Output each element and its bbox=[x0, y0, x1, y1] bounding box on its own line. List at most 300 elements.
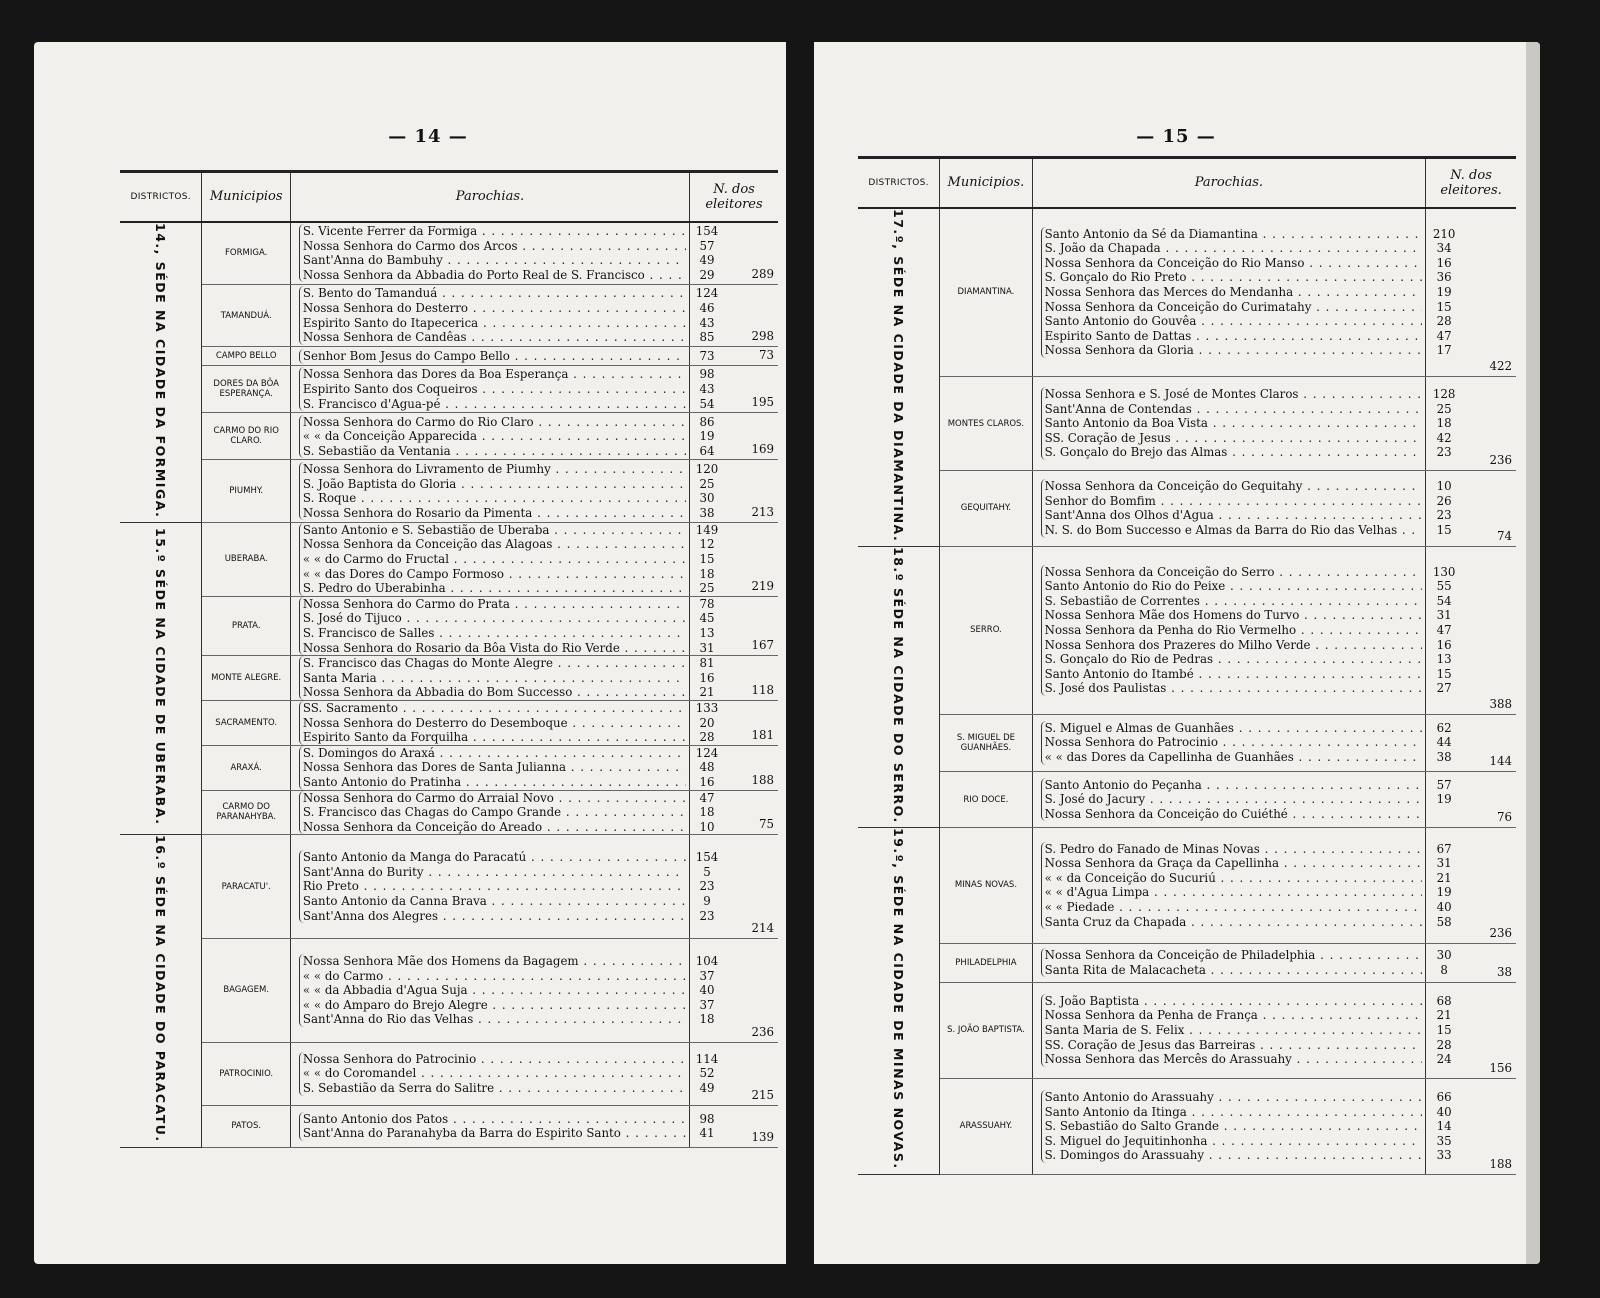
parish-name: Nossa Senhora Mãe dos Homens da Bagagem . . . bbox=[303, 954, 686, 969]
electors-cell bbox=[690, 939, 725, 1043]
parish-list-cell bbox=[290, 596, 689, 655]
municipality-name: S. JOÃO BAPTISTA. bbox=[940, 982, 1032, 1078]
parish-name: Santo Antonio da Itinga . . . bbox=[1045, 1105, 1422, 1120]
municipality-row bbox=[120, 1042, 778, 1105]
parish-electors: 40 bbox=[1436, 900, 1452, 915]
electors-cell bbox=[690, 522, 725, 596]
municipality-row bbox=[120, 656, 778, 701]
electors-cell bbox=[1426, 1078, 1463, 1174]
municipality-name: UBERABA. bbox=[202, 522, 290, 596]
municipality-name: TAMANDUÁ. bbox=[202, 284, 290, 346]
parish-name: Nossa Senhora das Dores de Santa Julianna . . . bbox=[303, 760, 686, 775]
parish-electors: 37 bbox=[699, 968, 715, 983]
parish-electors: 29 bbox=[699, 267, 715, 282]
electors-list bbox=[1426, 387, 1462, 460]
electors-cell bbox=[690, 366, 725, 413]
parish-name: Nossa Senhora do Rosario da Pimenta . . . bbox=[303, 506, 686, 521]
municipality-total: 139 bbox=[724, 1105, 778, 1147]
municipality-total: 74 bbox=[1462, 471, 1516, 547]
parish-name: S. Domingos do Arassuahy . . . bbox=[1045, 1148, 1422, 1163]
parish-name: Santa Cruz da Chapada . . . bbox=[1045, 915, 1422, 930]
municipality-name: MONTES CLAROS. bbox=[940, 377, 1032, 471]
parish-name: Nossa Senhora da Graça da Capellinha . . . bbox=[1045, 856, 1422, 871]
parish-electors: 85 bbox=[699, 330, 715, 345]
parish-electors: 38 bbox=[699, 505, 715, 520]
parish-name: Nossa Senhora da Conceição do Cuiéthé . . . bbox=[1045, 807, 1422, 822]
parish-electors: 16 bbox=[699, 670, 715, 685]
municipality-row bbox=[120, 522, 778, 596]
parish-name: « « Piedade . . . bbox=[1045, 900, 1422, 915]
municipality-name: ARAXÁ. bbox=[202, 745, 290, 790]
parish-electors: 73 bbox=[699, 349, 715, 364]
electors-cell bbox=[1426, 471, 1463, 547]
parish-name: Espirito Santo de Dattas . . . bbox=[1045, 329, 1422, 344]
electors-cell bbox=[1426, 943, 1463, 982]
municipality-name: RIO DOCE. bbox=[940, 771, 1032, 828]
parish-name: Santo Antonio da Manga do Paracatú . . . bbox=[303, 850, 686, 865]
electors-cell bbox=[690, 284, 725, 346]
electors-list bbox=[690, 850, 724, 923]
parish-list-cell bbox=[1032, 471, 1425, 547]
parish-list bbox=[299, 462, 686, 520]
parish-electors: 19 bbox=[1436, 792, 1452, 807]
parish-electors: 38 bbox=[1436, 749, 1452, 764]
parish-list bbox=[1041, 1090, 1422, 1163]
parish-name: Nossa Senhora do Desterro do Desemboque . . . bbox=[303, 716, 686, 731]
district-name: 18.º SÉDE NA CIDADE DO SERRO. bbox=[891, 546, 907, 824]
parish-list-cell bbox=[290, 1042, 689, 1105]
parish-name: Santo Antonio do Peçanha . . . bbox=[1045, 778, 1422, 793]
parish-electors: 14 bbox=[1436, 1119, 1452, 1134]
parish-electors: 15 bbox=[1436, 1023, 1452, 1038]
parish-electors: 34 bbox=[1436, 241, 1452, 256]
parish-list bbox=[299, 224, 686, 282]
municipality-name: PRATA. bbox=[202, 596, 290, 655]
parish-name: Nossa Senhora da Gloria . . . bbox=[1045, 343, 1422, 358]
parish-name: S. José dos Paulistas . . . bbox=[1045, 681, 1422, 696]
parish-list-cell bbox=[1032, 377, 1425, 471]
parish-list bbox=[299, 746, 686, 790]
parish-electors: 154 bbox=[695, 224, 719, 239]
parish-electors: 18 bbox=[699, 1012, 715, 1027]
electors-list bbox=[690, 1112, 724, 1141]
parish-electors: 133 bbox=[695, 701, 719, 716]
parish-electors: 130 bbox=[1432, 564, 1456, 579]
parish-electors: 98 bbox=[699, 367, 715, 382]
municipality-row bbox=[858, 714, 1516, 771]
parish-name: Sant'Anna dos Alegres . . . bbox=[303, 909, 686, 924]
electors-cell bbox=[690, 745, 725, 790]
parish-electors: 5 bbox=[703, 864, 711, 879]
parish-list-cell bbox=[290, 413, 689, 460]
parish-electors: 43 bbox=[699, 382, 715, 397]
electors-list bbox=[690, 349, 724, 364]
parish-electors: 15 bbox=[1436, 666, 1452, 681]
municipality-total: 76 bbox=[1462, 771, 1516, 828]
district-cell bbox=[120, 835, 202, 1148]
electors-cell bbox=[690, 460, 725, 522]
parish-name: Nossa Senhora da Conceição de Philadelphia . . . bbox=[1045, 948, 1422, 963]
parish-list-cell bbox=[290, 522, 689, 596]
parish-electors: 154 bbox=[695, 850, 719, 865]
district-name: 16.º SÉDE NA CIDADE DO PARACATU. bbox=[153, 835, 169, 1143]
municipality-row bbox=[120, 790, 778, 835]
electors-cell bbox=[1426, 546, 1463, 714]
municipality-total: 181 bbox=[724, 701, 778, 746]
municipality-total: 236 bbox=[724, 939, 778, 1043]
parish-electors: 66 bbox=[1436, 1089, 1452, 1104]
municipality-name: CARMO DO RIO CLARO. bbox=[202, 413, 290, 460]
parish-electors: 21 bbox=[1436, 1008, 1452, 1023]
parish-electors: 19 bbox=[1436, 885, 1452, 900]
parish-name: SS. Coração de Jesus . . . bbox=[1045, 431, 1422, 446]
parish-name: Santo Antonio e S. Sebastião de Uberaba . . . bbox=[303, 523, 686, 538]
municipality-row bbox=[120, 939, 778, 1043]
parish-list bbox=[299, 1112, 686, 1141]
parish-electors: 45 bbox=[699, 611, 715, 626]
parish-name: Nossa Senhora do Carmo dos Arcos . . . bbox=[303, 239, 686, 254]
parish-list-cell bbox=[290, 460, 689, 522]
parish-electors: 21 bbox=[1436, 870, 1452, 885]
municipality-row bbox=[858, 471, 1516, 547]
parish-name: « « do Amparo do Brejo Alegre . . . bbox=[303, 998, 686, 1013]
electors-list bbox=[690, 597, 724, 655]
parish-electors: 28 bbox=[699, 730, 715, 745]
parish-electors: 68 bbox=[1436, 993, 1452, 1008]
parish-name: Santo Antonio da Sé da Diamantina . . . bbox=[1045, 227, 1422, 242]
parish-electors: 16 bbox=[1436, 255, 1452, 270]
municipality-total: 188 bbox=[724, 745, 778, 790]
parish-name: S. Vicente Ferrer da Formiga . . . bbox=[303, 224, 686, 239]
electors-list bbox=[690, 367, 724, 411]
municipality-name: SACRAMENTO. bbox=[202, 701, 290, 746]
municipality-row bbox=[858, 1078, 1516, 1174]
municipality-name: PATOS. bbox=[202, 1105, 290, 1147]
municipality-row bbox=[858, 828, 1516, 943]
header-parishes: Parochias. bbox=[1032, 158, 1425, 208]
parish-electors: 48 bbox=[699, 760, 715, 775]
parish-name: Nossa Senhora do Livramento de Piumhy . . . bbox=[303, 462, 686, 477]
parish-name: Santa Maria . . . bbox=[303, 671, 686, 686]
parish-electors: 13 bbox=[1436, 652, 1452, 667]
parish-list bbox=[1041, 778, 1422, 822]
municipality-total: 214 bbox=[724, 835, 778, 939]
parish-name: Nossa Senhora das Merces do Mendanha . . . bbox=[1045, 285, 1422, 300]
parish-name: S. Francisco d'Agua-pé . . . bbox=[303, 397, 686, 412]
electors-list bbox=[1426, 1090, 1462, 1163]
parish-name: Nossa Senhora da Conceição das Alagoas . . . bbox=[303, 537, 686, 552]
parish-electors: 23 bbox=[1436, 445, 1452, 460]
municipality-row bbox=[858, 771, 1516, 828]
parish-electors: 15 bbox=[1436, 523, 1452, 538]
parish-electors: 28 bbox=[1436, 1037, 1452, 1052]
electors-list bbox=[690, 1052, 724, 1096]
electors-list bbox=[1426, 842, 1462, 930]
parish-name: Sant'Anna do Rio das Velhas . . . bbox=[303, 1012, 686, 1027]
parish-electors: 23 bbox=[699, 908, 715, 923]
parish-name: Nossa Senhora do Carmo do Prata . . . bbox=[303, 597, 686, 612]
parish-list bbox=[299, 367, 686, 411]
electors-list bbox=[690, 954, 724, 1027]
parish-electors: 19 bbox=[699, 429, 715, 444]
parish-name: S. José do Tijuco . . . bbox=[303, 611, 686, 626]
parish-electors: 149 bbox=[695, 522, 719, 537]
parish-name: Santo Antonio do Gouvêa . . . bbox=[1045, 314, 1422, 329]
parish-electors: 40 bbox=[1436, 1104, 1452, 1119]
municipality-total: 388 bbox=[1462, 546, 1516, 714]
district-name: 17.º, SÉDE NA CIDADE DA DIAMANTINA. bbox=[891, 208, 907, 542]
municipality-row bbox=[858, 943, 1516, 982]
municipality-total: 156 bbox=[1462, 982, 1516, 1078]
parish-electors: 25 bbox=[699, 476, 715, 491]
parish-electors: 58 bbox=[1436, 914, 1452, 929]
parish-electors: 13 bbox=[699, 626, 715, 641]
electors-table-right bbox=[858, 156, 1516, 1175]
parish-electors: 44 bbox=[1436, 735, 1452, 750]
parish-electors: 57 bbox=[699, 238, 715, 253]
parish-electors: 36 bbox=[1436, 270, 1452, 285]
electors-cell bbox=[690, 413, 725, 460]
parish-electors: 25 bbox=[1436, 401, 1452, 416]
parish-name: S. Bento do Tamanduá . . . bbox=[303, 286, 686, 301]
parish-name: Nossa Senhora do Carmo do Rio Claro . . . bbox=[303, 415, 686, 430]
parish-electors: 31 bbox=[699, 640, 715, 655]
electors-list bbox=[690, 656, 724, 700]
electors-list bbox=[1426, 565, 1462, 696]
parish-name: Senhor Bom Jesus do Campo Bello . . . bbox=[303, 349, 686, 364]
electors-cell bbox=[690, 1042, 725, 1105]
parish-name: Nossa Senhora do Patrocinio . . . bbox=[1045, 735, 1422, 750]
parish-list-cell bbox=[1032, 771, 1425, 828]
parish-list bbox=[299, 656, 686, 700]
municipality-name: S. MIGUEL DE GUANHÃES. bbox=[940, 714, 1032, 771]
parish-list bbox=[1041, 387, 1422, 460]
parish-electors: 42 bbox=[1436, 430, 1452, 445]
municipality-total: 236 bbox=[1462, 377, 1516, 471]
parish-name: Nossa Senhora da Conceição do Gequitahy . . . bbox=[1045, 479, 1422, 494]
parish-electors: 81 bbox=[699, 656, 715, 671]
municipality-row bbox=[120, 284, 778, 346]
municipality-row bbox=[120, 701, 778, 746]
municipality-row bbox=[858, 546, 1516, 714]
parish-name: Santo Antonio do Arassuahy . . . bbox=[1045, 1090, 1422, 1105]
electors-cell bbox=[1426, 828, 1463, 943]
parish-electors: 18 bbox=[1436, 416, 1452, 431]
parish-list-cell bbox=[290, 939, 689, 1043]
electors-cell bbox=[690, 1105, 725, 1147]
municipality-name: PIUMHY. bbox=[202, 460, 290, 522]
parish-name: Espirito Santo dos Coqueiros . . . bbox=[303, 382, 686, 397]
parish-list-cell bbox=[290, 284, 689, 346]
parish-name: S. Roque . . . bbox=[303, 491, 686, 506]
parish-list-cell bbox=[1032, 982, 1425, 1078]
header-electors: N. dos eleitores bbox=[690, 172, 778, 222]
parish-electors: 20 bbox=[699, 715, 715, 730]
parish-name: « « do Carmo do Fructal . . . bbox=[303, 552, 686, 567]
page-number-right: — 15 — bbox=[1136, 126, 1216, 147]
parish-electors: 16 bbox=[1436, 637, 1452, 652]
parish-name: « « da Conceição Apparecida . . . bbox=[303, 429, 686, 444]
municipality-name: ARASSUAHY. bbox=[940, 1078, 1032, 1174]
parish-electors: 30 bbox=[699, 491, 715, 506]
parish-electors: 55 bbox=[1436, 579, 1452, 594]
parish-electors: 25 bbox=[699, 581, 715, 596]
electors-cell bbox=[690, 790, 725, 835]
municipality-total: 118 bbox=[724, 656, 778, 701]
municipality-total: 195 bbox=[724, 366, 778, 413]
parish-name: S. Miguel do Jequitinhonha . . . bbox=[1045, 1134, 1422, 1149]
municipality-row bbox=[120, 222, 778, 285]
parish-name: Nossa Senhora da Conceição do Areado . . . bbox=[303, 820, 686, 835]
municipality-name: PARACATU'. bbox=[202, 835, 290, 939]
parish-electors: 128 bbox=[1432, 387, 1456, 402]
parish-electors: 21 bbox=[699, 685, 715, 700]
header-municipalities: Municipios. bbox=[940, 158, 1032, 208]
parish-name: Nossa Senhora das Mercês do Arassuahy . . . bbox=[1045, 1052, 1422, 1067]
parish-list-cell bbox=[1032, 546, 1425, 714]
electors-list bbox=[690, 523, 724, 596]
parish-electors: 46 bbox=[699, 301, 715, 316]
parish-name: S. Miguel e Almas de Guanhães . . . bbox=[1045, 721, 1422, 736]
parish-name: « « das Dores do Campo Formoso . . . bbox=[303, 567, 686, 582]
parish-electors: 104 bbox=[695, 953, 719, 968]
municipality-row bbox=[120, 347, 778, 366]
municipality-row bbox=[120, 460, 778, 522]
parish-name: Nossa Senhora do Rosario da Bôa Vista do Rio Verde . . . bbox=[303, 641, 686, 656]
municipality-name: SERRO. bbox=[940, 546, 1032, 714]
parish-electors: 33 bbox=[1436, 1148, 1452, 1163]
parish-electors: 37 bbox=[699, 997, 715, 1012]
parish-electors: 47 bbox=[1436, 622, 1452, 637]
parish-name: S. Sebastião da Serra do Salitre . . . bbox=[303, 1081, 686, 1096]
parish-list-cell bbox=[1032, 1078, 1425, 1174]
municipality-row bbox=[120, 1105, 778, 1147]
parish-name: SS. Sacramento . . . bbox=[303, 701, 686, 716]
parish-name: Nossa Senhora da Conceição do Curimatahy . . . bbox=[1045, 300, 1422, 315]
municipality-row bbox=[120, 366, 778, 413]
parish-electors: 210 bbox=[1432, 226, 1456, 241]
parish-name: Santo Antonio da Canna Brava . . . bbox=[303, 894, 686, 909]
parish-list bbox=[1041, 842, 1422, 930]
parish-name: « « do Coromandel . . . bbox=[303, 1066, 686, 1081]
parish-list-cell bbox=[290, 222, 689, 285]
parish-name: S. João da Chapada . . . bbox=[1045, 241, 1422, 256]
parish-name: S. Francisco das Chagas do Campo Grande . . . bbox=[303, 805, 686, 820]
electors-cell bbox=[690, 701, 725, 746]
electors-list bbox=[690, 746, 724, 790]
parish-name: Sant'Anna dos Olhos d'Agua . . . bbox=[1045, 508, 1422, 523]
parish-list bbox=[299, 791, 686, 835]
electors-cell bbox=[690, 835, 725, 939]
municipality-total: 289 bbox=[724, 222, 778, 285]
parish-electors: 98 bbox=[699, 1111, 715, 1126]
parish-list bbox=[299, 523, 686, 596]
parish-list bbox=[299, 701, 686, 745]
parish-name: S. Pedro do Fanado de Minas Novas . . . bbox=[1045, 842, 1422, 857]
parish-name: Santa Maria de S. Felix . . . bbox=[1045, 1023, 1422, 1038]
parish-name: S. Sebastião de Correntes . . . bbox=[1045, 594, 1422, 609]
parish-name: Espirito Santo da Forquilha . . . bbox=[303, 730, 686, 745]
parish-electors: 67 bbox=[1436, 841, 1452, 856]
parish-name: Senhor do Bomfim . . . bbox=[1045, 494, 1422, 509]
municipality-total: 167 bbox=[724, 596, 778, 655]
electors-list bbox=[690, 286, 724, 344]
parish-electors: 9 bbox=[703, 894, 711, 909]
parish-name: Nossa Senhora da Abbadia do Porto Real de S. Francisco . . . bbox=[303, 268, 686, 283]
parish-electors: 40 bbox=[699, 983, 715, 998]
parish-list bbox=[299, 954, 686, 1027]
parish-name: S. Sebastião do Salto Grande . . . bbox=[1045, 1119, 1422, 1134]
parish-name: Nossa Senhora da Penha de França . . . bbox=[1045, 1008, 1422, 1023]
page-number-left: — 14 — bbox=[388, 126, 468, 147]
municipality-name: PATROCINIO. bbox=[202, 1042, 290, 1105]
parish-name: S. Francisco das Chagas do Monte Alegre . . . bbox=[303, 656, 686, 671]
municipality-name: FORMIGA. bbox=[202, 222, 290, 285]
parish-name: S. Domingos do Araxá . . . bbox=[303, 746, 686, 761]
parish-list-cell bbox=[1032, 714, 1425, 771]
district-cell bbox=[858, 208, 940, 547]
municipality-name: BAGAGEM. bbox=[202, 939, 290, 1043]
parish-name: Sant'Anna de Contendas . . . bbox=[1045, 402, 1422, 417]
municipality-row bbox=[858, 982, 1516, 1078]
electors-cell bbox=[1426, 771, 1463, 828]
header-municipalities: Municipios bbox=[202, 172, 290, 222]
electors-list bbox=[690, 462, 724, 520]
parish-name: Nossa Senhora e S. José de Montes Claros . . . bbox=[1045, 387, 1422, 402]
parish-electors: 47 bbox=[1436, 328, 1452, 343]
parish-name: Nossa Senhora da Conceição do Rio Manso . . . bbox=[1045, 256, 1422, 271]
parish-list bbox=[299, 286, 686, 344]
electors-list bbox=[1426, 948, 1462, 977]
parish-name: Nossa Senhora da Abbadia do Bom Successo . . . bbox=[303, 685, 686, 700]
municipality-row bbox=[120, 596, 778, 655]
parish-name: S. Pedro do Uberabinha . . . bbox=[303, 581, 686, 596]
municipality-total: 298 bbox=[724, 284, 778, 346]
municipality-total: 75 bbox=[724, 790, 778, 835]
parish-name: S. João Baptista . . . bbox=[1045, 994, 1422, 1009]
parish-name: Santo Antonio do Itambé . . . bbox=[1045, 667, 1422, 682]
parish-electors: 86 bbox=[699, 414, 715, 429]
parish-electors: 24 bbox=[1436, 1052, 1452, 1067]
parish-name: « « das Dores da Capellinha de Guanhães . . . bbox=[1045, 750, 1422, 765]
municipality-name: DIAMANTINA. bbox=[940, 208, 1032, 377]
electors-cell bbox=[690, 656, 725, 701]
parish-list bbox=[1041, 721, 1422, 765]
parish-name: N. S. do Bom Successo e Almas da Barra do Rio das Velhas . . . bbox=[1045, 523, 1422, 538]
electors-list bbox=[690, 701, 724, 745]
parish-electors: 18 bbox=[699, 566, 715, 581]
parish-list bbox=[299, 415, 686, 459]
parish-electors: 49 bbox=[699, 253, 715, 268]
parish-electors: 10 bbox=[1436, 479, 1452, 494]
municipality-row bbox=[858, 377, 1516, 471]
electors-list bbox=[690, 791, 724, 835]
parish-list-cell bbox=[290, 745, 689, 790]
parish-name: Sant'Anna do Paranahyba da Barra do Espirito Santo . . . bbox=[303, 1126, 686, 1141]
parish-list bbox=[299, 597, 686, 655]
parish-electors: 30 bbox=[1436, 948, 1452, 963]
parish-name: Santo Antonio do Rio do Peixe . . . bbox=[1045, 579, 1422, 594]
electors-list bbox=[1426, 994, 1462, 1067]
electors-cell bbox=[1426, 982, 1463, 1078]
parish-name: S. Gonçalo do Brejo das Almas . . . bbox=[1045, 445, 1422, 460]
parish-name: S. Sebastião da Ventania . . . bbox=[303, 444, 686, 459]
parish-name: Santo Antonio dos Patos . . . bbox=[303, 1112, 686, 1127]
parish-electors: 57 bbox=[1436, 777, 1452, 792]
parish-list bbox=[1041, 948, 1422, 977]
municipality-name: MONTE ALEGRE. bbox=[202, 656, 290, 701]
parish-electors: 15 bbox=[1436, 299, 1452, 314]
